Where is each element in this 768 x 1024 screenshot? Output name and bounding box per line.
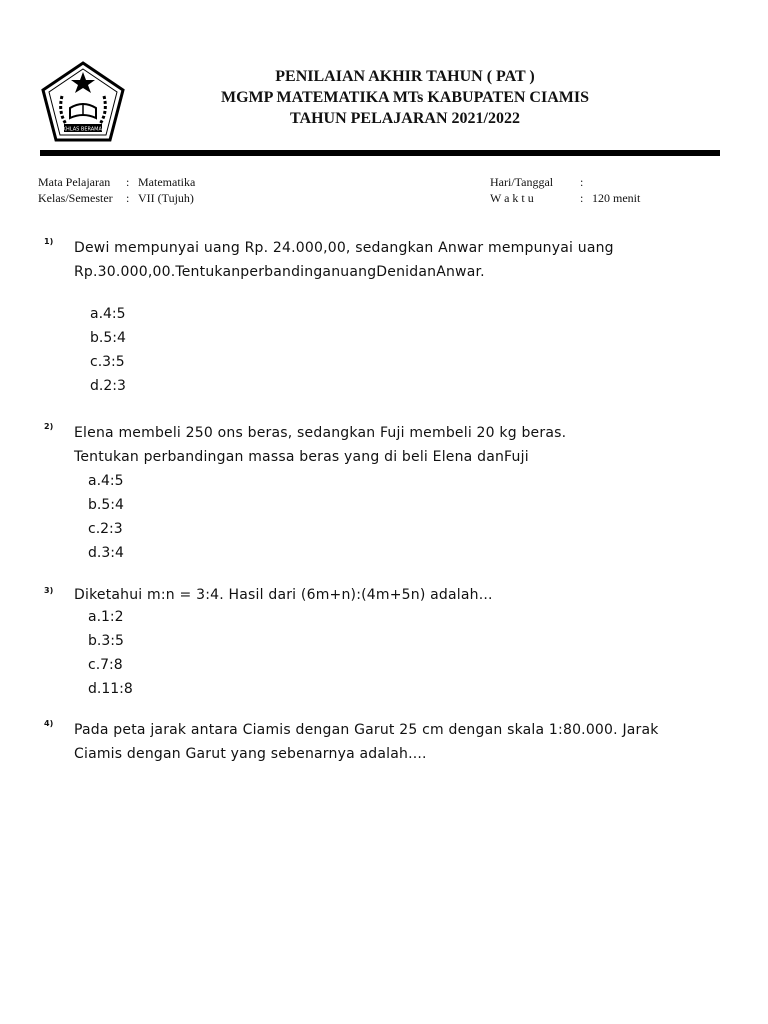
- option-b[interactable]: b.3:5: [88, 633, 124, 649]
- option-a[interactable]: a.1:2: [88, 609, 124, 625]
- exam-title: PENILAIAN AKHIR TAHUN ( PAT ): [275, 68, 535, 85]
- question-line: Dewi mempunyai uang Rp. 24.000,00, sedangkan Anwar mempunyai uang: [74, 240, 614, 256]
- option-c[interactable]: c.7:8: [88, 657, 123, 673]
- meta-label: Mata Pelajaran: [38, 175, 111, 189]
- meta-sep: :: [580, 191, 584, 205]
- option-c[interactable]: c.3:5: [90, 354, 125, 370]
- exam-header: [120, 66, 690, 129]
- question-2: [44, 421, 704, 565]
- exam-meta-right: [490, 174, 640, 206]
- meta-sep: :: [580, 175, 584, 189]
- meta-label: W a k t u: [490, 191, 534, 205]
- option-a[interactable]: a.4:5: [90, 306, 126, 322]
- madrasah-logo: [40, 60, 126, 146]
- question-number: 1): [44, 237, 54, 246]
- option-a[interactable]: a.4:5: [88, 473, 124, 489]
- question-text: [74, 585, 704, 605]
- option-d[interactable]: d.2:3: [90, 378, 126, 394]
- answer-options: [90, 302, 704, 398]
- meta-label: Hari/Tanggal: [490, 175, 554, 189]
- option-c[interactable]: c.2:3: [88, 521, 123, 537]
- question-number: 4): [44, 719, 54, 728]
- question-line: Tentukan perbandingan massa beras yang di beli Elena danFuji: [74, 449, 529, 465]
- question-line: Diketahui m:n = 3:4. Hasil dari (6m+n):(4m+5n) adalah...: [74, 587, 493, 603]
- option-d[interactable]: d.3:4: [88, 545, 124, 561]
- exam-year: TAHUN PELAJARAN 2021/2022: [290, 110, 520, 127]
- question-number: 2): [44, 422, 54, 431]
- question-3: [44, 585, 704, 701]
- option-b[interactable]: b.5:4: [90, 330, 126, 346]
- question-line: Ciamis dengan Garut yang sebenarnya adalah....: [74, 746, 427, 762]
- question-line: Rp.30.000,00.TentukanperbandinganuangDenidanAnwar.: [74, 264, 485, 280]
- exam-organizer: MGMP MATEMATIKA MTs KABUPATEN CIAMIS: [220, 89, 589, 106]
- option-b[interactable]: b.5:4: [88, 497, 124, 513]
- meta-row-date: [490, 174, 640, 190]
- meta-row-class: [38, 190, 195, 206]
- meta-sep: :: [126, 191, 130, 205]
- option-d[interactable]: d.11:8: [88, 681, 133, 697]
- question-4: [44, 718, 704, 766]
- question-text: [74, 718, 704, 766]
- question-line: Elena membeli 250 ons beras, sedangkan Fuji membeli 20 kg beras.: [74, 425, 567, 441]
- meta-label: Kelas/Semester: [38, 191, 113, 205]
- question-line: Pada peta jarak antara Ciamis dengan Garut 25 cm dengan skala 1:80.000. Jarak: [74, 722, 659, 738]
- question-text: [74, 236, 704, 284]
- meta-value: VII (Tujuh): [138, 191, 194, 205]
- meta-sep: :: [126, 175, 130, 189]
- meta-value: 120 menit: [592, 191, 641, 205]
- header-divider: [40, 150, 720, 156]
- question-1: [44, 236, 704, 398]
- question-text: [74, 421, 704, 469]
- exam-meta-left: [38, 174, 195, 206]
- question-number: 3): [44, 586, 54, 595]
- answer-options: [88, 469, 704, 565]
- meta-row-time: [490, 190, 640, 206]
- meta-value: Matematika: [138, 175, 196, 189]
- logo-motto: IKHLAS BERAMAL: [61, 126, 105, 133]
- meta-row-subject: [38, 174, 195, 190]
- answer-options: [88, 605, 704, 701]
